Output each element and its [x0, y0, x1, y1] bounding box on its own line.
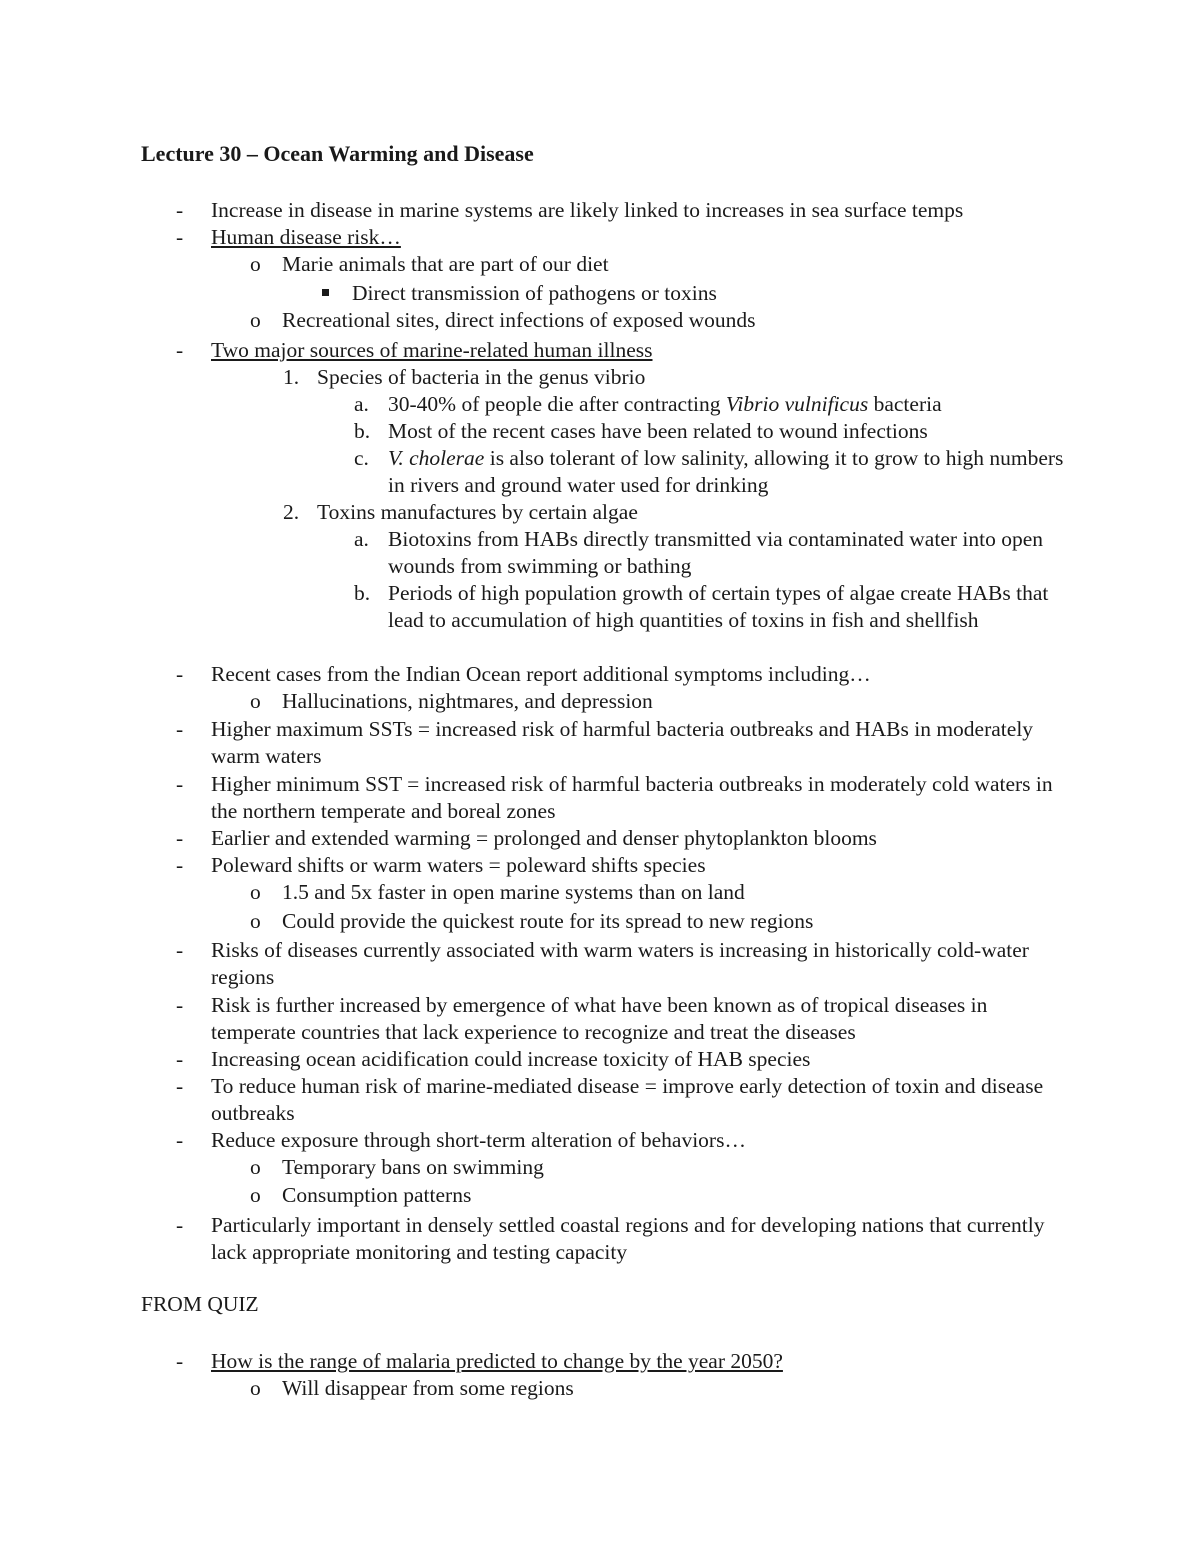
- circle-marker: o: [250, 689, 261, 713]
- list-item: Two major sources of marine-related human illness: [211, 338, 653, 362]
- circle-marker: o: [250, 308, 261, 332]
- dash-marker: -: [176, 225, 184, 249]
- circle-marker: o: [250, 880, 261, 904]
- list-item-text: bacteria: [873, 392, 942, 416]
- circle-marker: o: [250, 1376, 261, 1400]
- list-item: Higher minimum SST = increased risk of harmful bacteria outbreaks in moderately cold waters in the northern temperate and boreal zones: [211, 772, 1053, 823]
- list-item: To reduce human risk of marine-mediated disease = improve early detection of toxin and disease outbreaks: [211, 1074, 1044, 1125]
- dash-marker: -: [176, 1349, 184, 1373]
- page-title: Lecture 30 – Ocean Warming and Disease: [141, 141, 534, 166]
- list-item: Could provide the quickest route for its spread to new regions: [282, 909, 814, 933]
- list-item: Temporary bans on swimming: [282, 1155, 544, 1179]
- circle-marker: o: [250, 1155, 261, 1179]
- list-item: Risks of diseases currently associated with warm waters is increasing in historically cold-water regions: [211, 938, 1029, 989]
- list-item: Risk is further increased by emergence of what have been known as of tropical diseases in temperate countries that lack experience to recognize and treat the diseases: [211, 993, 988, 1044]
- species-name: Vibrio vulnificus: [725, 392, 869, 416]
- dash-marker: -: [176, 938, 184, 962]
- dash-marker: -: [176, 1047, 184, 1071]
- list-letter: a.: [354, 392, 369, 416]
- list-item-text: 30-40% of people die after contracting: [388, 392, 721, 416]
- list-item-text: is also tolerant of low salinity, allowing it to grow to high numbers in rivers and ground water used for drinking: [388, 446, 1064, 497]
- list-letter: a.: [354, 527, 369, 551]
- circle-marker: o: [250, 1183, 261, 1207]
- list-item: Earlier and extended warming = prolonged and denser phytoplankton blooms: [211, 826, 877, 850]
- dash-marker: -: [176, 1074, 184, 1098]
- list-number: 2.: [283, 500, 300, 524]
- list-item: 1.5 and 5x faster in open marine systems than on land: [282, 880, 745, 904]
- circle-marker: o: [250, 252, 261, 276]
- quiz-heading: FROM QUIZ: [141, 1292, 259, 1316]
- list-item: Direct transmission of pathogens or toxins: [352, 281, 717, 305]
- dash-marker: -: [176, 1213, 184, 1237]
- list-item: [388, 391, 942, 418]
- list-item: Poleward shifts or warm waters = poleward shifts species: [211, 853, 706, 877]
- list-item: Particularly important in densely settled coastal regions and for developing nations that currently lack appropriate monitoring and testing capacity: [211, 1213, 1045, 1264]
- dash-marker: -: [176, 826, 184, 850]
- species-name: V. cholerae: [388, 446, 485, 470]
- list-item: Recent cases from the Indian Ocean report additional symptoms including…: [211, 662, 871, 686]
- list-item: Species of bacteria in the genus vibrio: [317, 365, 646, 389]
- dash-marker: -: [176, 662, 184, 686]
- dash-marker: -: [176, 198, 184, 222]
- dash-marker: -: [176, 772, 184, 796]
- quiz-question: How is the range of malaria predicted to change by the year 2050?: [211, 1349, 783, 1373]
- dash-marker: -: [176, 853, 184, 877]
- quiz-answer: Will disappear from some regions: [282, 1376, 574, 1400]
- list-item: Biotoxins from HABs directly transmitted via contaminated water into open wounds from swimming or bathing: [388, 527, 1044, 578]
- list-number: 1.: [283, 365, 300, 389]
- circle-marker: o: [250, 909, 261, 933]
- list-item: Increase in disease in marine systems are likely linked to increases in sea surface temps: [211, 198, 964, 222]
- list-item: Marie animals that are part of our diet: [282, 252, 609, 276]
- dash-marker: -: [176, 1128, 184, 1152]
- dash-marker: -: [176, 993, 184, 1017]
- dash-marker: -: [176, 717, 184, 741]
- list-letter: b.: [354, 581, 371, 605]
- list-item: Higher maximum SSTs = increased risk of harmful bacteria outbreaks and HABs in moderately warm waters: [211, 717, 1034, 768]
- list-item: Human disease risk…: [211, 225, 401, 249]
- list-item: Increasing ocean acidification could increase toxicity of HAB species: [211, 1047, 811, 1071]
- list-item: Periods of high population growth of certain types of algae create HABs that lead to accumulation of high quantities of toxins in fish and shellfish: [388, 581, 1049, 632]
- list-item: Most of the recent cases have been related to wound infections: [388, 419, 928, 443]
- list-item: Reduce exposure through short-term alteration of behaviors…: [211, 1128, 746, 1152]
- dash-marker: -: [176, 338, 184, 362]
- list-item: Toxins manufactures by certain algae: [317, 500, 638, 524]
- list-item: Recreational sites, direct infections of exposed wounds: [282, 308, 756, 332]
- list-item: [388, 445, 1078, 499]
- list-item: Consumption patterns: [282, 1183, 472, 1207]
- list-letter: b.: [354, 419, 371, 443]
- list-letter: c.: [354, 446, 369, 470]
- list-item: Hallucinations, nightmares, and depression: [282, 689, 653, 713]
- square-bullet-icon: [322, 289, 329, 296]
